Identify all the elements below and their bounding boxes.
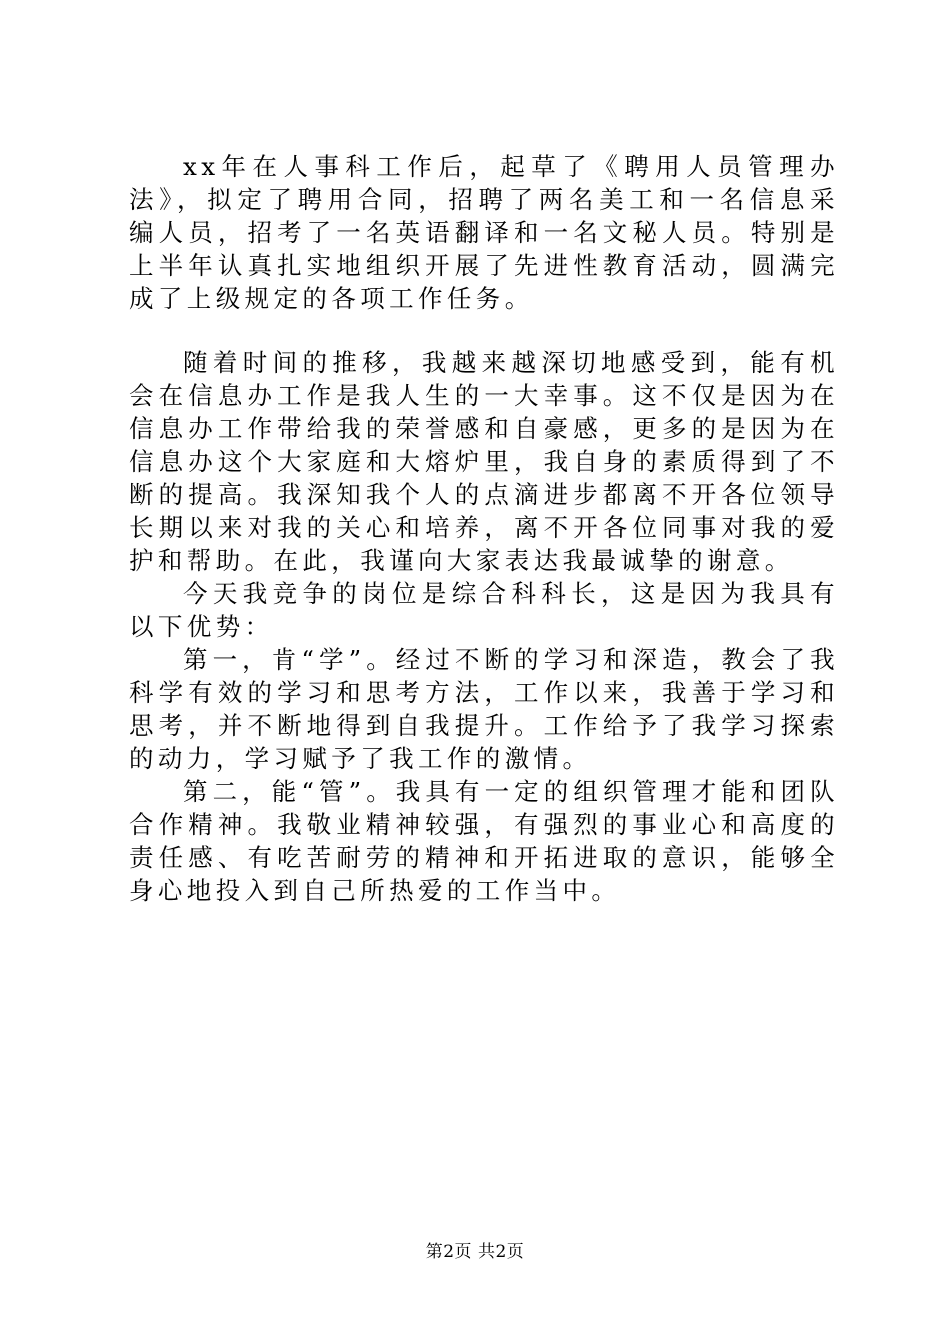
document-body [129,150,839,907]
paragraph-gratitude: 随着时间的推移，我越来越深切地感受到，能有机会在信息办工作是我人生的一大幸事。这不仅是因为在信息办工作带给我的荣誉感和自豪感，更多的是因为在信息办这个大家庭和大熔炉里，我自身的素质得到了不断的提高。我深知我个人的点滴进步都离不开各位领导长期以来对我的关心和培养，离不开各位同事对我的爱护和帮助。在此，我谨向大家表达我最诚挚的谢意。 [129,348,839,575]
paragraph-position: 今天我竞争的岗位是综合科科长，这是因为我具有以下优势： [129,579,839,641]
paragraph-hr-work: xx年在人事科工作后，起草了《聘用人员管理办法》，拟定了聘用合同，招聘了两名美工和一名信息采编人员，招考了一名英语翻译和一名文秘人员。特别是上半年认真扎实地组织开展了先进性教育活动，圆满完成了上级规定的各项工作任务。 [129,152,839,313]
paragraph-strength-management: 第二，能“管”。我具有一定的组织管理才能和团队合作精神。我敬业精神较强，有强烈的事业心和高度的责任感、有吃苦耐劳的精神和开拓进取的意识，能够全身心地投入到自己所热爱的工作当中。 [129,777,839,905]
paragraph-strength-learning: 第一，肯“学”。经过不断的学习和深造，教会了我科学有效的学习和思考方法，工作以来，我善于学习和思考，并不断地得到自我提升。工作给予了我学习探索的动力，学习赋予了我工作的激情。 [129,645,839,773]
page-number-footer: 第2页 共2页 [425,1242,525,1262]
